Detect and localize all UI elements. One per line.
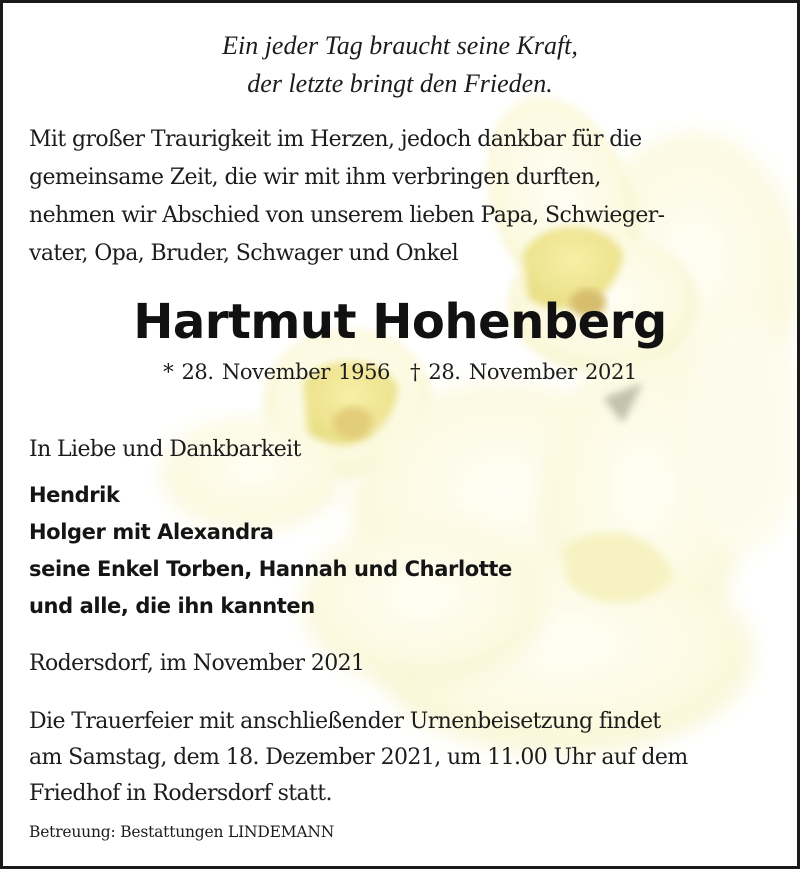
birth-date: * 28. November 1956 [163, 360, 390, 384]
intro-line: Mit großer Traurigkeit im Herzen, jedoch dankbar für die [29, 127, 642, 152]
intro-paragraph [29, 121, 775, 273]
death-date: † 28. November 2021 [410, 360, 637, 384]
mourner-name: und alle, die ihn kannten [29, 594, 315, 618]
intro-line: nehmen wir Abschied von unserem lieben Papa, Schwieger- [29, 203, 665, 228]
mourner-name: seine Enkel Torben, Hannah und Charlotte [29, 557, 512, 581]
motto-line: der letzte bringt den Frieden. [247, 69, 553, 98]
intro-line: vater, Opa, Bruder, Schwager und Onkel [29, 241, 459, 266]
mourners-list [29, 477, 512, 625]
funeral-home-credit: Betreuung: Bestattungen LINDEMANN [29, 823, 335, 841]
dedication: In Liebe und Dankbarkeit [29, 437, 301, 462]
motto-line: Ein jeder Tag braucht seine Kraft, [222, 31, 578, 60]
deceased-name: Hartmut Hohenberg [133, 294, 667, 350]
motto-verse [3, 27, 797, 103]
ceremony-line: Die Trauerfeier mit anschließender Urnenbeisetzung findet [29, 709, 661, 734]
ceremony-info [29, 704, 775, 812]
place-date: Rodersdorf, im November 2021 [29, 651, 365, 676]
mourner-name: Hendrik [29, 483, 120, 507]
life-dates [3, 357, 797, 387]
mourner-name: Holger mit Alexandra [29, 520, 274, 544]
ceremony-line: Friedhof in Rodersdorf statt. [29, 781, 332, 806]
intro-line: gemeinsame Zeit, die wir mit ihm verbringen durften, [29, 165, 601, 190]
ceremony-line: am Samstag, dem 18. Dezember 2021, um 11.00 Uhr auf dem [29, 745, 688, 770]
